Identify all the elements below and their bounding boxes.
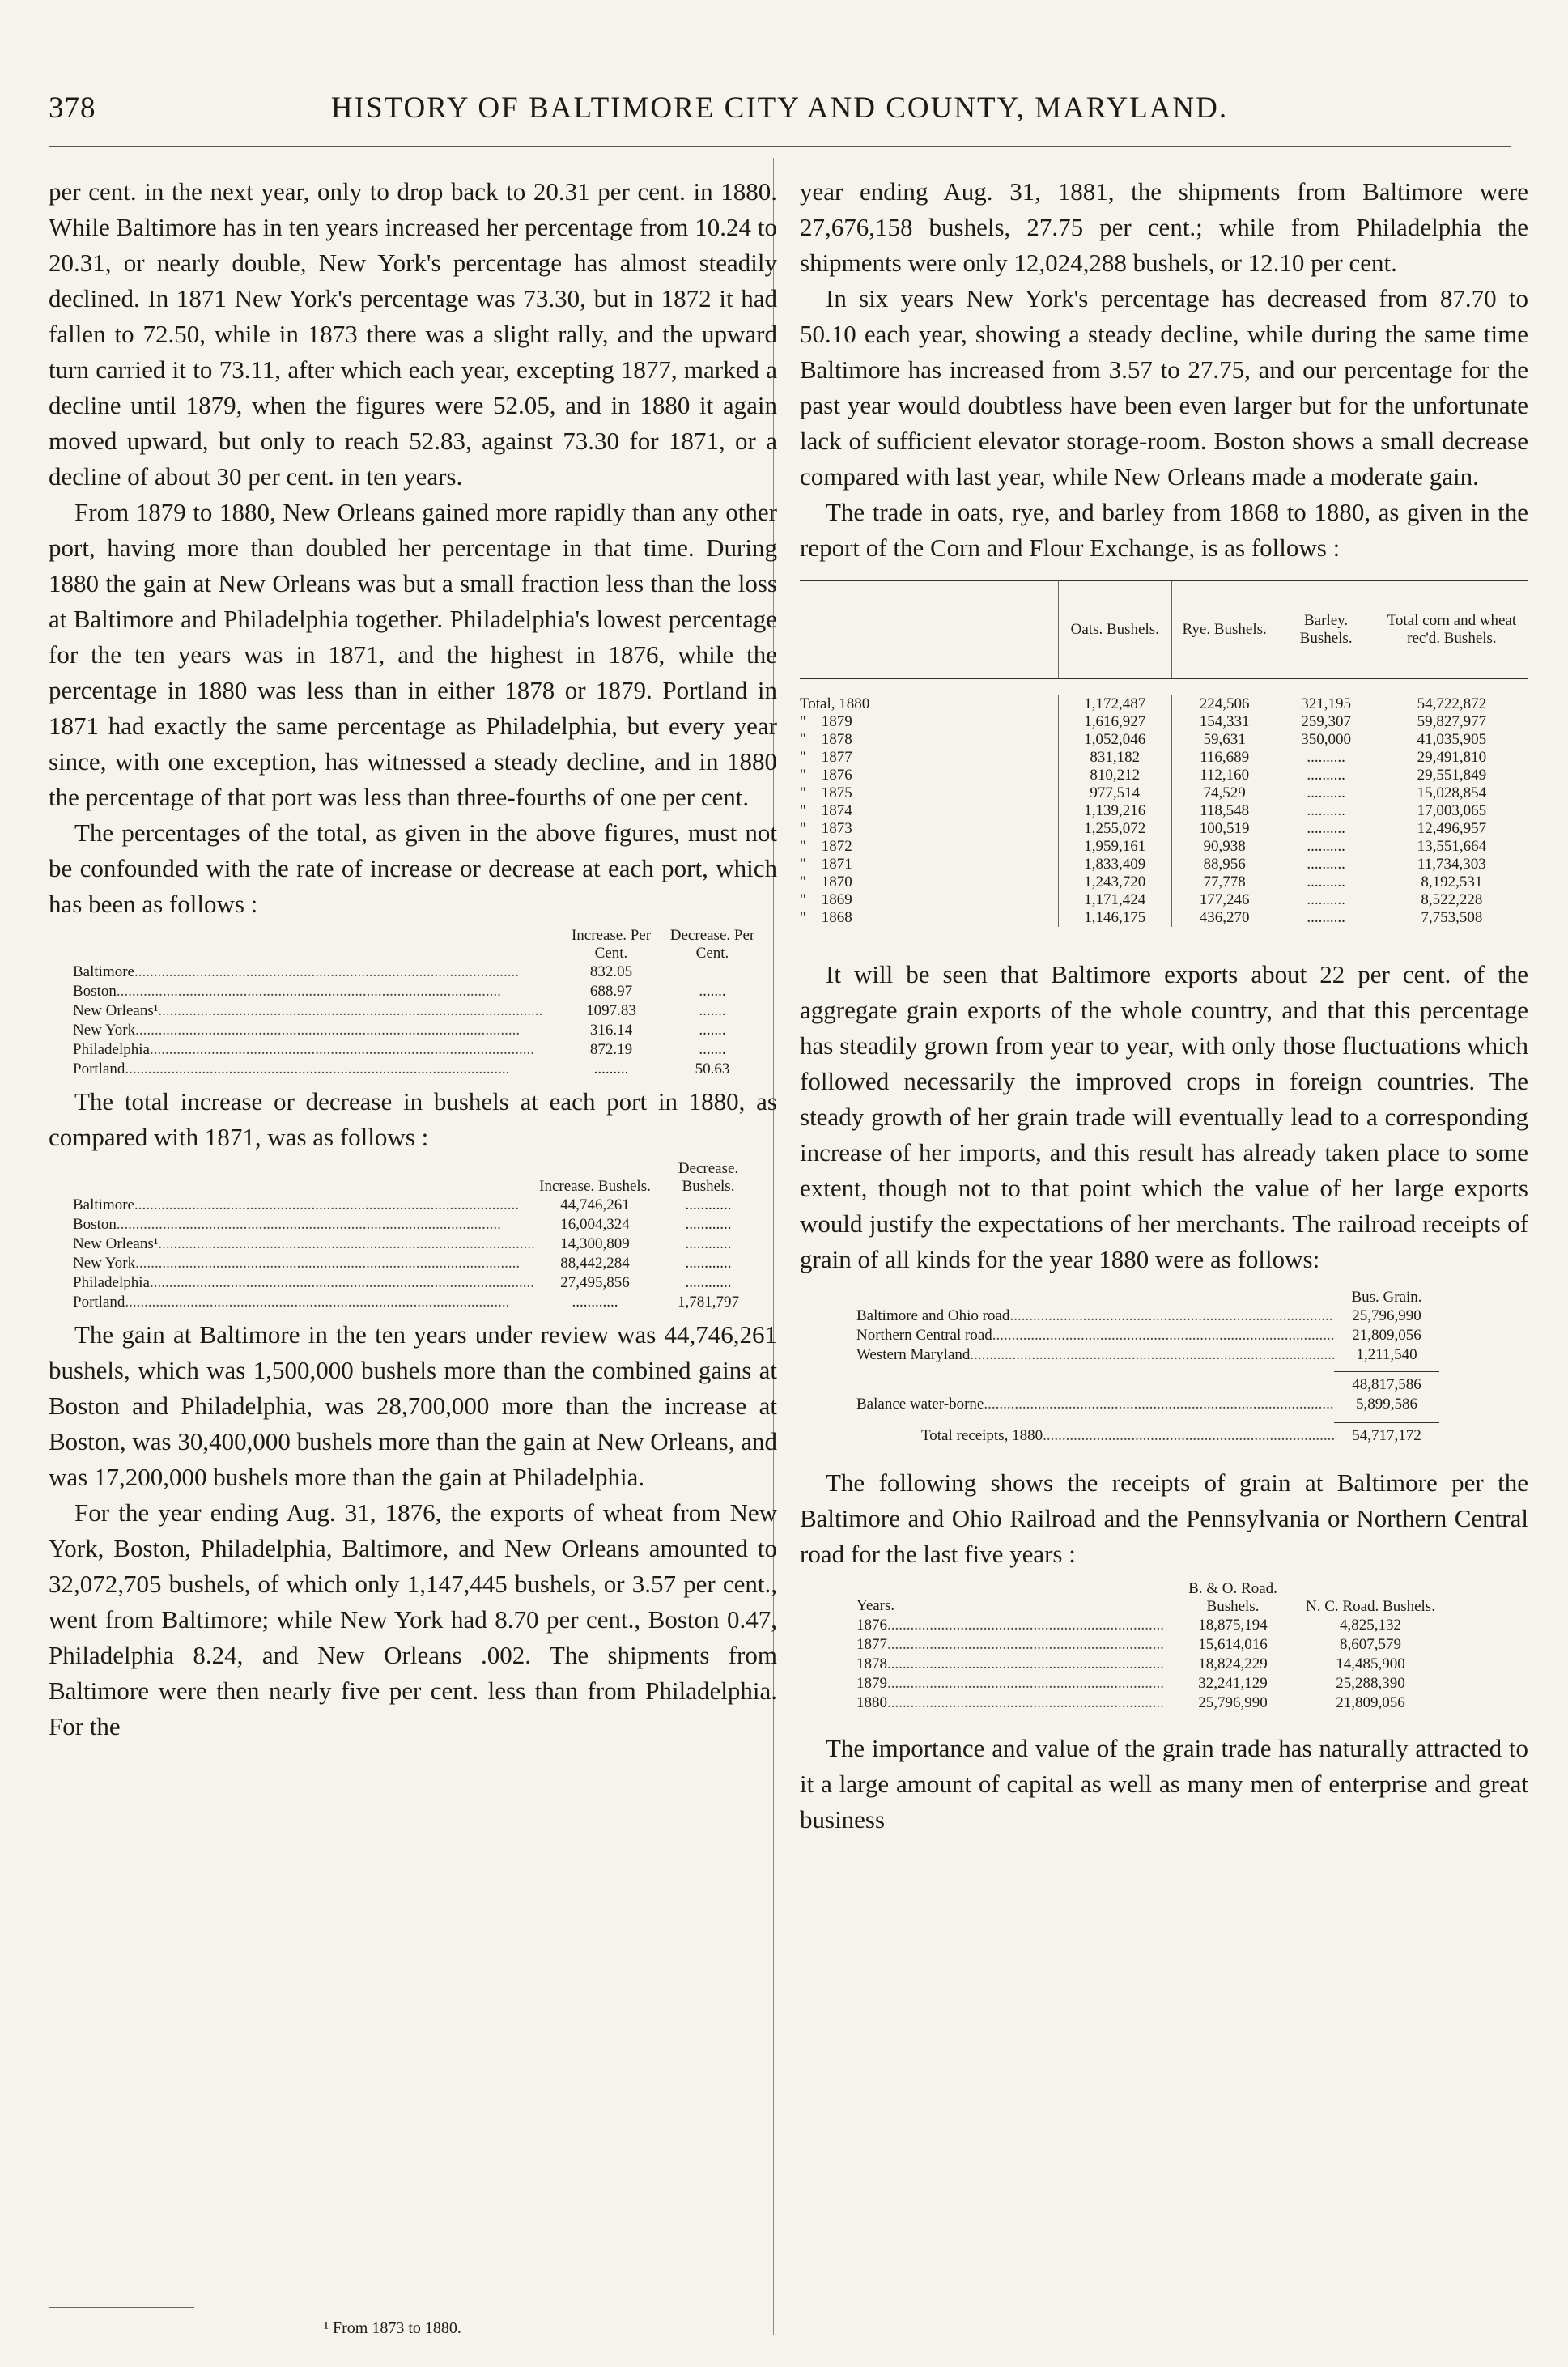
nc-value: 14,485,900: [1336, 1655, 1405, 1672]
railroad-receipts-table: [856, 1289, 1439, 1446]
port-name: Baltimore .....: [73, 1196, 534, 1215]
grain-value: 25,796,990: [1352, 1307, 1421, 1324]
rye-value: 59,631: [1203, 731, 1246, 748]
col-header-rye: Rye. Bushels.: [1171, 581, 1277, 678]
rye-value: 116,689: [1200, 749, 1250, 766]
decrease-value: ............: [685, 1255, 732, 1272]
barley-value: ..........: [1307, 802, 1345, 819]
total-value: 29,491,810: [1417, 749, 1487, 766]
paragraph: The trade in oats, rye, and barley from 1868 to 1880, as given in the report of the Corn and Flour Exchange, is as follows :: [800, 498, 1528, 562]
port-name: Philadelphia .....: [73, 1273, 534, 1293]
port-name: Boston .....: [73, 982, 559, 1001]
year-label: " 1876: [800, 767, 852, 784]
increase-value: 88,442,284: [560, 1255, 630, 1272]
col-header-nc: N. C. Road. Bushels.: [1306, 1598, 1435, 1615]
bo-value: 25,796,990: [1198, 1694, 1268, 1711]
barley-value: ..........: [1307, 856, 1345, 873]
col-header-increase: Increase. Bushels.: [539, 1178, 651, 1195]
increase-value: 688.97: [589, 983, 633, 1000]
oats-value: 1,146,175: [1084, 909, 1146, 926]
year-label: " 1873: [800, 820, 852, 837]
table-row: [856, 1307, 1439, 1326]
col-header-increase: Increase. Per Cent.: [571, 927, 652, 962]
bo-value: 32,241,129: [1198, 1675, 1268, 1692]
increase-value: ............: [572, 1294, 618, 1311]
bo-value: 18,824,229: [1198, 1655, 1268, 1672]
decrease-value: 50.63: [695, 1060, 730, 1077]
paragraph: The percentages of the total, as given in the above figures, must not be confounded with the rate of increase or decrease at each port, which has been as follows :: [49, 818, 777, 918]
paragraph: For the year ending Aug. 31, 1876, the exports of wheat from New York, Boston, Philadelphia, Baltimore, and New Orleans amounted to 32,072,705 bushels, of which only 1,147,445 bushels, or 3.57 per cent., went from Baltimore; while New York had 8.70 per cent., Boston 0.47, Philadelphia 8.24, and New Orleans .002. The shipments from Baltimore were then nearly five per cent. less than from Philadelphia. For the: [49, 1498, 777, 1740]
oats-value: 1,959,161: [1084, 838, 1146, 855]
balance-label: Balance water-borne .....: [856, 1395, 1334, 1414]
paragraph: The following shows the receipts of grain at Baltimore per the Baltimore and Ohio Railroad and the Pennsylvania or Northern Central road for the last five years :: [800, 1468, 1528, 1568]
increase-value: 832.05: [589, 963, 633, 980]
table-row: [73, 1234, 761, 1254]
year-label: 1878 .....: [856, 1655, 1164, 1674]
table-row: [73, 1215, 761, 1234]
page-number: 378: [49, 91, 96, 125]
year-label: " 1869: [800, 891, 852, 908]
paragraph: The gain at Baltimore in the ten years under review was 44,746,261 bushels, which was 1,500,000 bushels more than the combined gains at Boston and Philadelphia, was 28,700,000 more than the increase at Boston, was 30,400,000 bushels more than the gain at New Orleans, and was 17,200,000 bushels more than the gain at Philadelphia.: [49, 1320, 777, 1491]
total-value: 29,551,849: [1417, 767, 1487, 784]
balance-value: 5,899,586: [1356, 1396, 1417, 1413]
increase-value: 16,004,324: [560, 1216, 630, 1233]
table-row: [73, 1254, 761, 1273]
left-column: [49, 174, 777, 1744]
table-row: [856, 1635, 1439, 1655]
footnote: ¹ From 1873 to 1880.: [324, 2319, 461, 2337]
increase-value: 872.19: [589, 1041, 633, 1058]
total-value: 54,722,872: [1417, 695, 1487, 712]
bo-value: 18,875,194: [1198, 1617, 1268, 1634]
oats-value: 1,172,487: [1084, 695, 1146, 712]
running-header: [49, 91, 1511, 139]
barley-value: 350,000: [1301, 731, 1351, 748]
total-value: 41,035,905: [1417, 731, 1487, 748]
decrease-value: .......: [699, 983, 726, 1000]
rye-value: 224,506: [1199, 695, 1250, 712]
port-name: New Orleans¹ .....: [73, 1001, 559, 1021]
grain-value: 21,809,056: [1352, 1327, 1421, 1344]
decrease-value: ............: [685, 1235, 732, 1252]
barley-value: ..........: [1307, 873, 1345, 890]
running-title: HISTORY OF BALTIMORE CITY AND COUNTY, MARYLAND.: [330, 91, 1229, 125]
barley-value: ..........: [1307, 838, 1345, 855]
port-name: New York .....: [73, 1254, 534, 1273]
port-name: Boston .....: [73, 1215, 534, 1234]
year-label: " 1879: [800, 713, 852, 730]
increase-value: 316.14: [589, 1022, 633, 1039]
port-name: New Orleans¹ .....: [73, 1234, 534, 1254]
bushel-change-table: [73, 1160, 761, 1312]
port-name: Philadelphia .....: [73, 1040, 559, 1060]
table-row: [856, 1326, 1439, 1345]
table-row: [856, 1655, 1439, 1674]
year-label: Total, 1880: [800, 695, 870, 712]
table-row: [73, 1196, 761, 1215]
year-label: 1876 .....: [856, 1616, 1164, 1635]
year-label: " 1868: [800, 909, 852, 926]
col-header-years: Years.: [856, 1597, 895, 1614]
header-rule: [49, 146, 1511, 147]
table-row: [73, 1021, 761, 1040]
year-label: " 1874: [800, 802, 852, 819]
oats-value: 831,182: [1090, 749, 1141, 766]
footnote-rule: [49, 2307, 194, 2308]
oats-value: 977,514: [1090, 784, 1141, 801]
rye-value: 100,519: [1199, 820, 1250, 837]
table-row: [73, 982, 761, 1001]
port-name: Baltimore .....: [73, 963, 559, 982]
paragraph: year ending Aug. 31, 1881, the shipments from Baltimore were 27,676,158 bushels, 27.75 per cent.; while from Philadelphia the shipments were only 12,024,288 bushels, or 12.10 per cent.: [800, 177, 1528, 277]
col-header-bo: B. & O. Road. Bushels.: [1188, 1580, 1277, 1615]
nc-value: 8,607,579: [1340, 1636, 1401, 1653]
nc-value: 4,825,132: [1340, 1617, 1401, 1634]
percent-change-table: [73, 927, 761, 1079]
barley-value: ..........: [1307, 749, 1345, 766]
paragraph: From 1879 to 1880, New Orleans gained more rapidly than any other port, having more than doubled her percentage in that time. During 1880 the gain at New Orleans was but a small fraction less than the loss at Baltimore and Philadelphia together. Philadelphia's lowest percentage for the ten years was in 1871, and the highest in 1876, while the percentage in 1880 was less than in either 1878 or 1879. Portland in 1871 had exactly the same percentage as Philadelphia, but every year since, with one exception, has witnessed a steady decline, and in 1880 the percentage of that port was less than three-fourths of one per cent.: [49, 498, 777, 811]
year-label: " 1871: [800, 856, 852, 873]
year-label: " 1878: [800, 731, 852, 748]
grain-trade-table: [800, 580, 1528, 937]
barley-value: ..........: [1307, 767, 1345, 784]
rye-value: 436,270: [1199, 909, 1250, 926]
paragraph: The importance and value of the grain trade has naturally attracted to it a large amount of capital as well as many men of enterprise and great business: [800, 1734, 1528, 1834]
total-value: 8,522,228: [1421, 891, 1483, 908]
rye-value: 154,331: [1199, 713, 1250, 730]
total-value: 13,551,664: [1417, 838, 1487, 855]
year-label: " 1872: [800, 838, 852, 855]
oats-value: 1,833,409: [1084, 856, 1146, 873]
oats-value: 1,255,072: [1084, 820, 1146, 837]
decrease-value: ............: [685, 1216, 732, 1233]
table-row: [856, 1616, 1439, 1635]
col-header-decrease: Decrease. Bushels.: [678, 1160, 739, 1195]
barley-value: ..........: [1307, 820, 1345, 837]
port-name: Portland .....: [73, 1293, 534, 1312]
paragraph: per cent. in the next year, only to drop back to 20.31 per cent. in 1880. While Baltimore has in ten years increased her percentage from 10.24 to 20.31, or nearly double, New York's percentage has almost steadily declined. In 1871 New York's percentage was 73.30, but in 1872 it had fallen to 72.50, while in 1873 there was a slight rally, and the upward turn carried it to 73.11, after which each year, excepting 1877, marked a decline until 1879, when the figures were 52.05, and in 1880 it again moved upward, but only to reach 52.83, against 73.30 for 1871, or a decline of about 30 per cent. in ten years.: [49, 177, 777, 491]
grain-value: 1,211,540: [1356, 1346, 1417, 1363]
total-value: 7,753,508: [1421, 909, 1483, 926]
increase-value: 1097.83: [586, 1002, 636, 1019]
road-name: Northern Central road .....: [856, 1326, 1334, 1345]
rye-value: 118,548: [1200, 802, 1250, 819]
table-row: [73, 1040, 761, 1060]
rye-value: 112,160: [1200, 767, 1250, 784]
increase-value: 27,495,856: [560, 1274, 630, 1291]
col-header-oats: Oats. Bushels.: [1058, 581, 1171, 678]
col-header-total: Total corn and wheat rec'd. Bushels.: [1375, 581, 1528, 678]
rye-value: 88,956: [1203, 856, 1246, 873]
bo-value: 15,614,016: [1198, 1636, 1268, 1653]
table-row: [73, 1293, 761, 1312]
barley-value: 321,195: [1301, 695, 1351, 712]
total-value: 12,496,957: [1417, 820, 1487, 837]
oats-value: 1,171,424: [1084, 891, 1146, 908]
increase-value: .........: [593, 1060, 629, 1077]
decrease-value: 1,781,797: [678, 1294, 739, 1311]
col-header-bus-grain: Bus. Grain.: [1351, 1289, 1422, 1306]
total-value: 54,717,172: [1334, 1422, 1439, 1446]
paragraph: In six years New York's percentage has decreased from 87.70 to 50.10 each year, showing a steady decline, while during the same time Baltimore has increased from 3.57 to 27.75, and our percentage for the past year would doubtless have been even larger but for the unfortunate lack of sufficient elevator storage-room. Boston shows a small decrease compared with last year, while New Orleans made a moderate gain.: [800, 284, 1528, 491]
paragraph: The total increase or decrease in bushels at each port in 1880, as compared with 1871, was as follows :: [49, 1087, 777, 1151]
decrease-value: .......: [699, 1022, 726, 1039]
rye-value: 177,246: [1199, 891, 1250, 908]
col-header-decrease: Decrease. Per Cent.: [669, 927, 755, 962]
road-name: Western Maryland .....: [856, 1345, 1334, 1365]
total-value: 11,734,303: [1417, 856, 1486, 873]
rye-value: 90,938: [1203, 838, 1246, 855]
road-name: Baltimore and Ohio road .....: [856, 1307, 1334, 1326]
year-label: 1879 .....: [856, 1674, 1164, 1693]
year-label: 1877 .....: [856, 1635, 1164, 1655]
nc-value: 25,288,390: [1336, 1675, 1405, 1692]
decrease-value: ............: [685, 1274, 732, 1291]
port-name: Portland .....: [73, 1060, 559, 1079]
table-row: [73, 1273, 761, 1293]
right-column: [800, 174, 1528, 1838]
total-label: Total receipts, 1880 .....: [856, 1426, 1334, 1446]
barley-value: 259,307: [1301, 713, 1351, 730]
total-value: 15,028,854: [1417, 784, 1487, 801]
barley-value: ..........: [1307, 891, 1345, 908]
rye-value: 77,778: [1203, 873, 1246, 890]
oats-value: 1,616,927: [1084, 713, 1146, 730]
road-receipts-table: [856, 1580, 1439, 1713]
barley-value: ..........: [1307, 784, 1345, 801]
table-row: [73, 963, 761, 982]
table-row: [73, 1001, 761, 1021]
year-label: 1880 .....: [856, 1693, 1164, 1713]
decrease-value: ............: [685, 1196, 732, 1213]
subtotal-value: 48,817,586: [1334, 1371, 1439, 1395]
table-row: [856, 1674, 1439, 1693]
table-row: [73, 1060, 761, 1079]
oats-value: 1,243,720: [1084, 873, 1146, 890]
increase-value: 14,300,809: [560, 1235, 630, 1252]
oats-value: 810,212: [1090, 767, 1141, 784]
oats-value: 1,139,216: [1084, 802, 1146, 819]
year-label: " 1875: [800, 784, 852, 801]
decrease-value: .......: [699, 1002, 726, 1019]
port-name: New York .....: [73, 1021, 559, 1040]
col-header-barley: Barley. Bushels.: [1277, 581, 1374, 678]
oats-value: 1,052,046: [1084, 731, 1146, 748]
total-value: 59,827,977: [1417, 713, 1487, 730]
rye-value: 74,529: [1203, 784, 1246, 801]
total-value: 17,003,065: [1417, 802, 1487, 819]
nc-value: 21,809,056: [1336, 1694, 1405, 1711]
decrease-value: .......: [699, 1041, 726, 1058]
year-label: " 1877: [800, 749, 852, 766]
year-label: " 1870: [800, 873, 852, 890]
increase-value: 44,746,261: [560, 1196, 630, 1213]
table-row: [856, 1693, 1439, 1713]
total-value: 8,192,531: [1421, 873, 1483, 890]
barley-value: ..........: [1307, 909, 1345, 926]
table-row: [856, 1345, 1439, 1365]
paragraph: It will be seen that Baltimore exports about 22 per cent. of the aggregate grain exports of the whole country, and that this percentage has steadily grown from year to year, with only those fluctuations which followed necessarily the improved crops in foreign countries. The steady growth of her grain trade will eventually lead to a corresponding increase of her imports, and this result has already taken place to some extent, though not to that point which the value of her large exports would justify the expectations of her merchants. The railroad receipts of grain of all kinds for the year 1880 were as follows:: [800, 960, 1528, 1273]
